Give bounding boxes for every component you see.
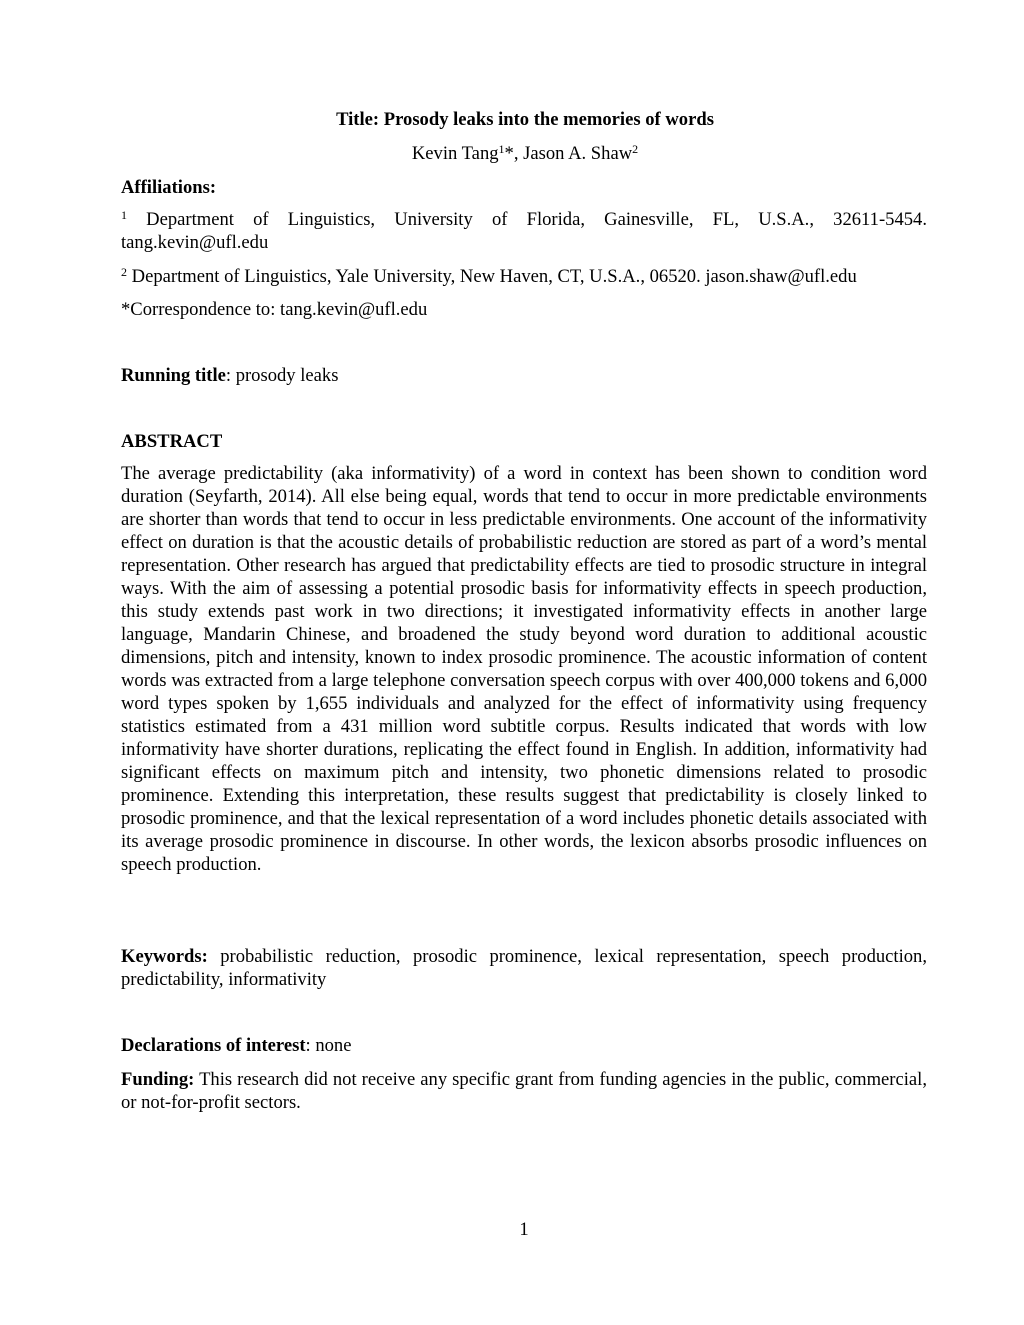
affiliation-1-number: 1 — [121, 208, 127, 222]
paper-title: Title: Prosody leaks into the memories of words — [336, 109, 714, 130]
page-number: 1 — [519, 1219, 529, 1240]
author-2-name: Jason A. Shaw — [523, 143, 633, 164]
affiliation-2 — [121, 265, 927, 288]
affiliation-1 — [121, 208, 927, 254]
abstract-body: The average predictability (aka informativity) of a word in context has been shown to condition word duration (Seyfarth, 2014). All else being equal, words that tend to occur in more predictable environments are shorter than words that tend to occur in less predictable environments. One account of the informativity effect on duration is that the acoustic details of probabilistic reduction are stored as part of a word’s mental representation. Other research has argued that predictability effects are tied to prosodic structure in integral ways. With the aim of assessing a potential prosodic basis for informativity effects in speech production, this study extends past work in two directions; it investigated informativity effects in another large language, Mandarin Chinese, and broadened the study beyond word duration to additional acoustic dimensions, pitch and intensity, known to index prosodic prominence. The acoustic information of content words was extracted from a large telephone conversation speech corpus with over 400,000 tokens and 6,000 word types spoken by 1,655 individuals and analyzed for the effect of informativity using frequency statistics estimated from a 431 million word subtitle corpus. Results indicated that words with low informativity have shorter durations, replicating the effect found in English. In addition, informativity had significant effects on maximum pitch and intensity, two phonetic dimensions related to prosodic prominence. Extending this interpretation, these results suggest that predictability is closely linked to prosodic prominence, and that the lexical representation of a word includes phonetic details associated with its average prosodic prominence in discourse. In other words, the lexicon absorbs prosodic influences on speech production. — [121, 463, 927, 875]
affiliation-2-number: 2 — [121, 265, 127, 279]
affiliation-1-text: Department of Linguistics, University of Florida, Gainesville, FL, U.S.A., 32611-5454. tang.kevin@ufl.edu — [121, 209, 927, 253]
author-1-affiliation-mark: 1 — [498, 142, 505, 156]
author-line — [0, 142, 1024, 165]
keywords-value: probabilistic reduction, prosodic prominence, lexical representation, speech production, predictability, informativity — [121, 946, 927, 990]
running-title-label: Running title — [121, 365, 226, 386]
declarations-value: : none — [305, 1035, 352, 1056]
funding-label: Funding: — [121, 1069, 195, 1090]
correspondence-line: *Correspondence to: tang.kevin@ufl.edu — [121, 299, 428, 320]
running-title — [121, 364, 927, 387]
affiliation-2-text: Department of Linguistics, Yale University, New Haven, CT, U.S.A., 06520. jason.shaw@ufl.edu — [127, 266, 857, 287]
declarations-of-interest — [121, 1034, 927, 1057]
running-title-value: prosody leaks — [231, 365, 339, 386]
author-2-affiliation-mark: 2 — [632, 142, 639, 156]
funding-statement — [121, 1068, 927, 1114]
abstract-heading: ABSTRACT — [121, 431, 223, 452]
running-title-separator: : — [225, 365, 232, 386]
keywords — [121, 945, 927, 991]
author-1-name: Kevin Tang — [411, 143, 499, 164]
declarations-label: Declarations of interest — [121, 1035, 306, 1056]
affiliations-heading: Affiliations: — [121, 177, 217, 198]
keywords-label: Keywords: — [121, 946, 208, 967]
author-separator: *, — [504, 143, 524, 164]
funding-value: This research did not receive any specific grant from funding agencies in the public, commercial, or not-for-profit sectors. — [121, 1069, 927, 1113]
